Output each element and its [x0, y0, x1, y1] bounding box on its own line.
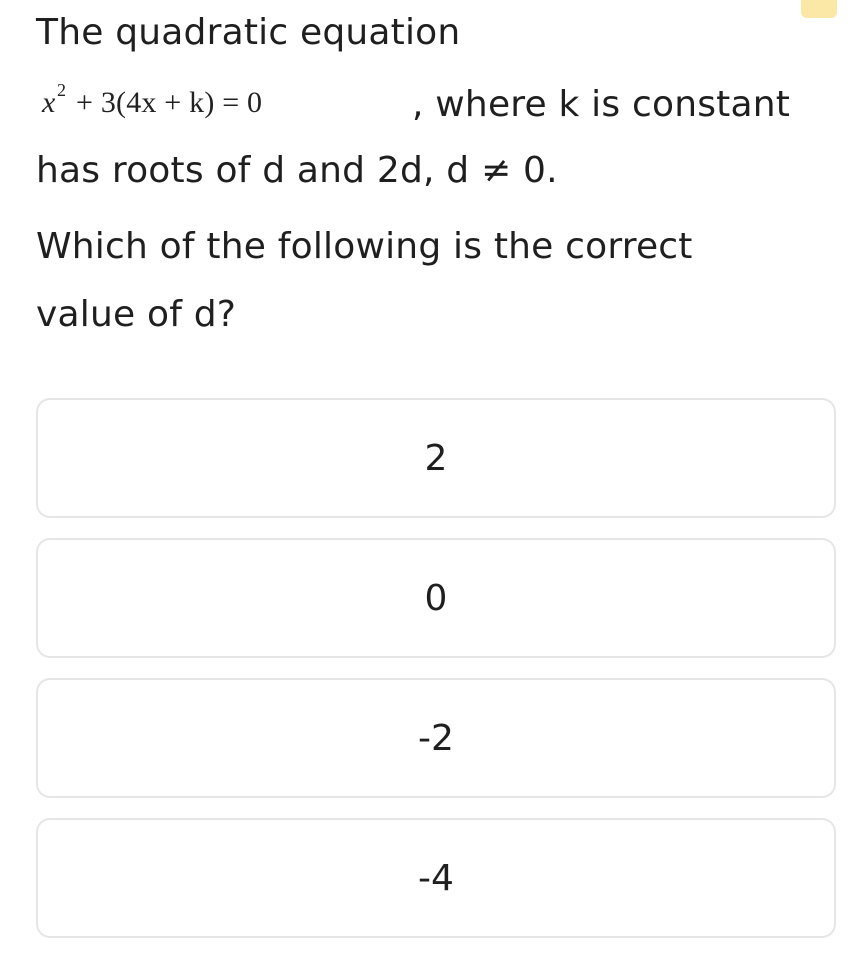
answer-option-3-label: -2 — [418, 717, 454, 759]
question-line-5: value of d? — [36, 294, 237, 335]
answer-option-4[interactable] — [36, 818, 836, 938]
answer-option-1-label: 2 — [424, 437, 448, 479]
question-line-3: has roots of d and 2d, d ≠ 0. — [36, 150, 558, 191]
answer-option-3[interactable] — [36, 678, 836, 798]
answer-option-2-label: 0 — [424, 577, 448, 619]
answer-option-4-label: -4 — [418, 857, 454, 899]
question-line-4: Which of the following is the correct — [36, 226, 693, 267]
equation-base: x — [42, 86, 56, 119]
answer-option-2[interactable] — [36, 538, 836, 658]
equation-rest: + 3(4x + k) = 0 — [76, 86, 263, 119]
equation-line — [36, 80, 790, 125]
question-line-2-suffix: , where k is constant — [412, 84, 791, 125]
question-line-1: The quadratic equation — [36, 12, 461, 53]
equation-exponent: 2 — [57, 80, 67, 100]
flag-icon[interactable] — [801, 0, 837, 18]
answer-option-1[interactable] — [36, 398, 836, 518]
equation-image — [36, 80, 412, 120]
